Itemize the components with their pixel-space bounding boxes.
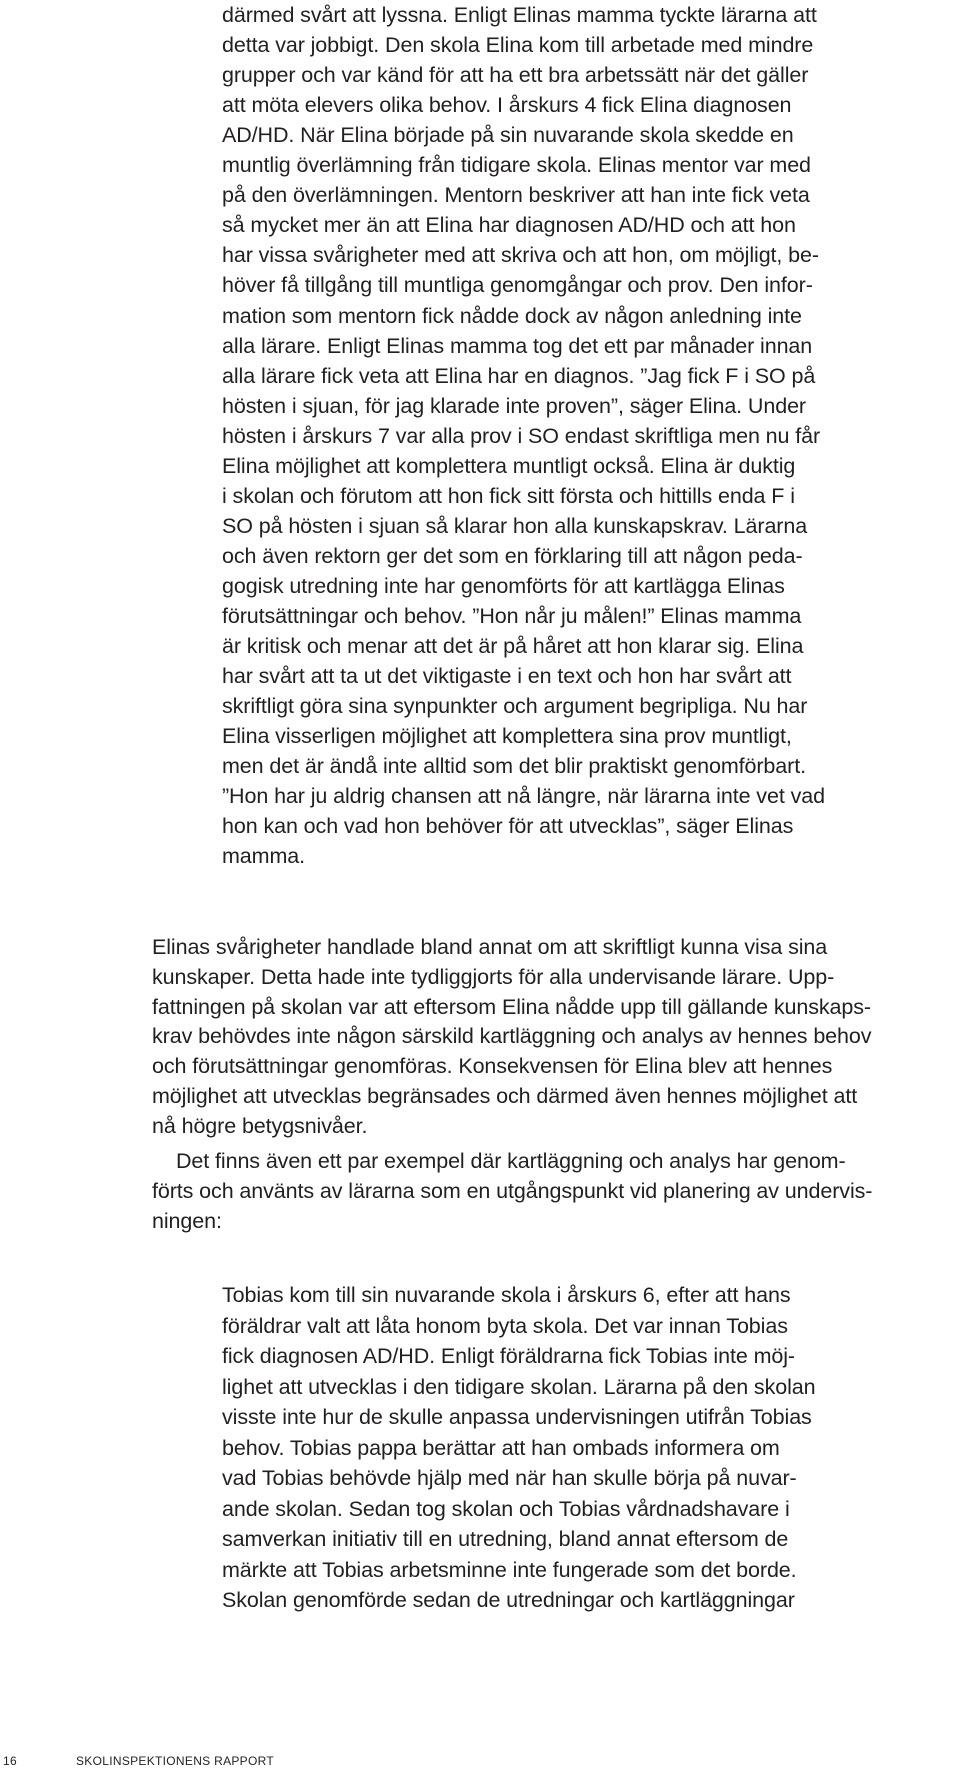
quote-line: Tobias kom till sin nuvarande skola i årskurs 6, efter att hans [222, 1283, 791, 1307]
quote-line: mation som mentorn fick nådde dock av någon anledning inte [222, 303, 802, 328]
quote-line: hon kan och vad hon behöver för att utvecklas”, säger Elinas [222, 814, 794, 839]
body-line: nå högre betygsnivåer. [152, 1113, 368, 1138]
quote-line: på den överlämningen. Mentorn beskriver att han inte fick veta [222, 183, 810, 208]
quote-line: märkte att Tobias arbetsminne inte fungerade som det borde. [222, 1557, 797, 1582]
quote-line: Elina möjlighet att komplettera muntligt också. Elina är duktig [222, 453, 796, 478]
quote-line: hösten i sjuan, för jag klarade inte proven”, säger Elina. Under [222, 393, 806, 418]
quote-line: föräldrar valt att låta honom byta skola. Det var innan Tobias [222, 1313, 788, 1338]
quote-line: så mycket mer än att Elina har diagnosen AD/HD och att hon [222, 213, 796, 238]
body-line: Det finns även ett par exempel där kartläggning och analys har genom- [176, 1149, 846, 1173]
page-number: 16 [3, 1754, 17, 1768]
quote-line: och även rektorn ger det som en förklaring till att någon peda- [222, 543, 803, 568]
quote-line: samverkan initiativ till en utredning, bland annat eftersom de [222, 1527, 789, 1551]
quote-line: därmed svårt att lyssna. Enligt Elinas mamma tyckte lärarna att [222, 3, 817, 27]
quote-line: AD/HD. När Elina började på sin nuvarande skola skedde en [222, 123, 794, 148]
quote-line: alla lärare fick veta att Elina har en diagnos. ”Jag fick F i SO på [222, 363, 816, 388]
quote-line: lighet att utvecklas i den tidigare skolan. Lärarna på den skolan [222, 1374, 816, 1399]
quote-line: grupper och var känd för att ha ett bra arbetssätt när det gäller [222, 63, 809, 88]
quote-line: mamma. [222, 844, 306, 869]
quote-line: Elina visserligen möjlighet att komplettera sina prov muntligt, [222, 724, 792, 749]
quote-line: har svårt att ta ut det viktigaste i en text och hon har svårt att [222, 664, 792, 689]
quote-line: Skolan genomförde sedan de utredningar och kartläggningar [222, 1588, 795, 1612]
quote-line: förutsättningar och behov. ”Hon når ju målen!” Elinas mamma [222, 604, 802, 628]
quote-line: gogisk utredning inte har genomförts för att kartlägga Elinas [222, 573, 785, 598]
quote-line: är kritisk och menar att det är på håret att hon klarar sig. Elina [222, 634, 804, 659]
quote-line: höver få tillgång till muntliga genomgångar och prov. Den infor- [222, 273, 813, 298]
quote-line: vad Tobias behövde hjälp med när han skulle börja på nuvar- [222, 1466, 797, 1490]
quote-line: visste inte hur de skulle anpassa undervisningen utifrån Tobias [222, 1405, 812, 1429]
quote-line: muntlig överlämning från tidigare skola. Elinas mentor var med [222, 153, 811, 178]
quote-line: alla lärare. Enligt Elinas mamma tog det ett par månader innan [222, 333, 813, 358]
quote-line: fick diagnosen AD/HD. Enligt föräldrarna fick Tobias inte möj- [222, 1344, 795, 1368]
quote-line: hösten i årskurs 7 var alla prov i SO endast skriftliga men nu får [222, 423, 821, 448]
quote-line: har vissa svårigheter med att skriva och att hon, om möjligt, be- [222, 243, 819, 268]
body-line: möjlighet att utvecklas begränsades och därmed även hennes möjlighet att [152, 1084, 858, 1108]
running-title: SKOLINSPEKTIONENS RAPPORT [76, 1754, 274, 1768]
quote-line: behov. Tobias pappa berättar att han ombads informera om [222, 1435, 780, 1460]
quote-line: i skolan och förutom att hon fick sitt första och hittills enda F i [222, 483, 795, 508]
body-line: ningen: [152, 1208, 222, 1233]
body-line: kunskaper. Detta hade inte tydliggjorts för alla undervisande lärare. Upp- [152, 964, 835, 989]
body-line: och förutsättningar genomföras. Konsekvensen för Elina blev att hennes [152, 1054, 833, 1079]
quote-line: att möta elevers olika behov. I årskurs 4 fick Elina diagnosen [222, 93, 792, 118]
body-line: förts och använts av lärarna som en utgångspunkt vid planering av undervis- [152, 1178, 873, 1203]
body-line: fattningen på skolan var att eftersom Elina nådde upp till gällande kunskaps- [152, 994, 871, 1019]
body-line: krav behövdes inte någon särskild kartläggning och analys av hennes behov [152, 1024, 872, 1049]
quote-line: ande skolan. Sedan tog skolan och Tobias vårdnadshavare i [222, 1496, 790, 1521]
body-line: Elinas svårigheter handlade bland annat om att skriftligt kunna visa sina [152, 935, 828, 959]
quote-line: skriftligt göra sina synpunkter och argument begripliga. Nu har [222, 694, 808, 719]
quote-line: men det är ändå inte alltid som det blir praktiskt genomförbart. [222, 754, 806, 779]
quote-line: ”Hon har ju aldrig chansen att nå längre, när lärarna inte vet vad [222, 784, 825, 809]
quote-line: detta var jobbigt. Den skola Elina kom till arbetade med mindre [222, 33, 814, 58]
quote-line: SO på hösten i sjuan så klarar hon alla kunskapskrav. Lärarna [222, 513, 808, 538]
